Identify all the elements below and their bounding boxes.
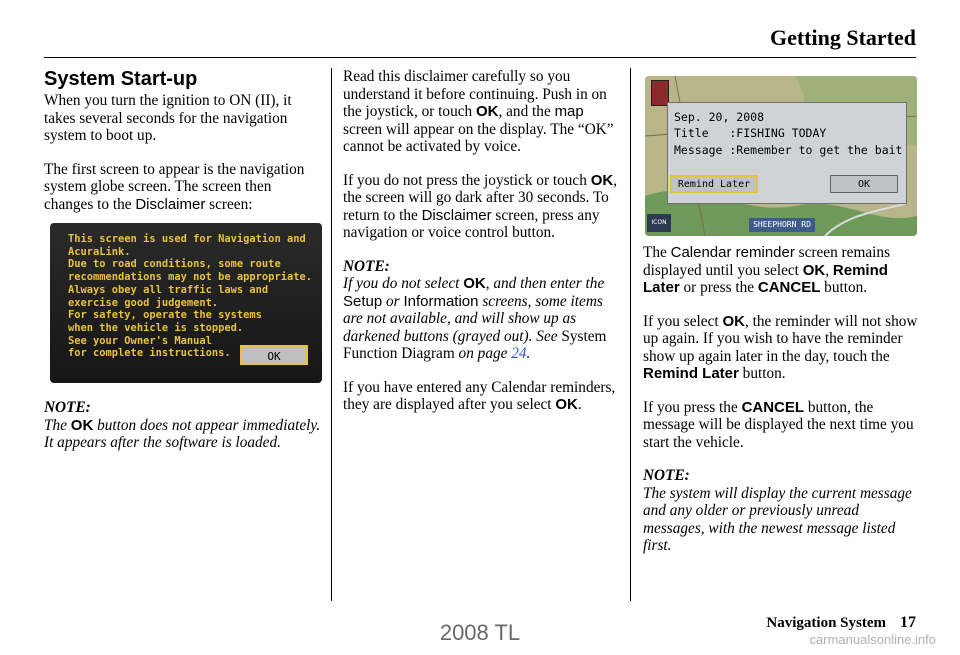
ui-term-ok: OK [802, 261, 826, 279]
remind-later-button: Remind Later [670, 175, 758, 193]
disclaimer-line: AcuraLink. [68, 245, 131, 258]
text: screen: [205, 195, 253, 213]
column-1 [44, 68, 324, 452]
paragraph [343, 379, 618, 414]
disclaimer-line: exercise good judgement. [68, 296, 219, 309]
footer-section: Navigation System [766, 615, 886, 631]
text: The [643, 244, 671, 261]
note-heading: NOTE: [643, 467, 690, 484]
text: If you have entered any Calendar reminders, they are displayed after you select [343, 378, 616, 413]
paragraph [343, 172, 618, 242]
text: . [577, 396, 582, 413]
paragraph [44, 161, 324, 214]
ui-term-ok: OK [722, 312, 745, 330]
text: button. [820, 279, 868, 296]
text: . [526, 345, 531, 362]
section-title: System Start-up [44, 68, 198, 90]
disclaimer-screen-image [50, 223, 322, 383]
text: screens, some items are not available, and will show up as darkened buttons (grayed out). See [343, 292, 603, 345]
disclaimer-line: recommendations may not be appropriate. [68, 271, 312, 284]
text: , and then enter the [485, 275, 605, 292]
page-header-title: Getting Started [769, 25, 916, 50]
ui-term-ok: OK [70, 416, 94, 434]
disclaimer-line: when the vehicle is stopped. [68, 321, 244, 334]
text: screen will appear on the display. The “OK” cannot be activated by voice. [343, 120, 614, 155]
paragraph [643, 399, 923, 452]
ui-term-cancel: CANCEL [757, 279, 821, 296]
text: , the screen will go dark after 30 seconds. To return to the [343, 171, 618, 224]
ui-term-map: map [554, 103, 584, 120]
ui-term-remind-later: Remind Later [643, 365, 739, 382]
note-text [44, 417, 324, 452]
text: , [825, 261, 833, 279]
column-divider-2 [630, 68, 631, 601]
map-icon-button: ICON [647, 214, 671, 232]
note-text [343, 275, 618, 363]
disclaimer-line: Due to road conditions, some route [68, 258, 281, 271]
text: , the reminder will not show up again. If you wish to have the reminder show up again later in the day, touch the [643, 312, 918, 365]
column-3 [643, 76, 923, 555]
ui-term-ok: OK [590, 171, 614, 189]
model-watermark: 2008 TL [439, 620, 521, 645]
note-text: The system will display the current message and any older or previously unread messages, with the newest message listed first. [643, 484, 912, 554]
site-watermark: carmanualsonline.info [809, 632, 936, 647]
text: Read this disclaimer carefully so you understand it before continuing. Push in on the joystick, or touch [343, 68, 607, 120]
disclaimer-line: for complete instructions. [68, 347, 231, 360]
ui-term-cancel: CANCEL [741, 398, 805, 416]
paragraph: When you turn the ignition to ON (II), it takes several seconds for the navigation system to boot up. [44, 92, 292, 144]
text: If you select [643, 312, 723, 330]
text: If you press the [643, 398, 742, 416]
note-heading: NOTE: [343, 257, 390, 275]
reminder-title: Title :FISHING TODAY [674, 126, 827, 140]
reminder-message: Message :Remember to get the bait [674, 143, 903, 157]
ui-term-calendar-reminder: Calendar reminder [670, 244, 795, 261]
note-heading: NOTE: [44, 399, 91, 416]
text: The first screen to appear is the navigation system globe screen. The screen then changes to the [44, 160, 305, 213]
ui-term-disclaimer: Disclaimer [421, 206, 492, 224]
reminder-date: Sep. 20, 2008 [674, 110, 765, 124]
text: or press the [679, 279, 758, 296]
cross-reference: System Function Diagram [343, 327, 607, 362]
text: or [382, 292, 404, 310]
paragraph [643, 244, 923, 297]
page-link[interactable]: 24 [511, 345, 527, 362]
calendar-reminder-popup [667, 102, 907, 204]
disclaimer-line: For safety, operate the systems [68, 309, 262, 322]
text: on page [454, 345, 512, 362]
ui-term-ok: OK [463, 275, 486, 292]
column-2 [343, 68, 618, 430]
column-divider-1 [331, 68, 332, 601]
disclaimer-text [68, 233, 312, 360]
disclaimer-ok-button: OK [240, 345, 308, 365]
ui-term-ok: OK [555, 396, 578, 413]
text: button. [738, 365, 786, 382]
paragraph [343, 68, 618, 156]
text: screen, press any navigation or voice control button. [343, 206, 600, 241]
text: If you do not press the joystick or touch [343, 171, 591, 189]
text: button, the message will be displayed the next time you start the vehicle. [643, 398, 914, 451]
ui-term-disclaimer: Disclaimer [135, 195, 206, 213]
disclaimer-line: This screen is used for Navigation and [68, 233, 306, 245]
text: The [44, 416, 71, 434]
street-name-label: SHEEPHORN RD [749, 218, 815, 232]
paragraph [643, 313, 923, 383]
text: screen remains displayed until you select [643, 244, 890, 279]
text: If you do not select [343, 275, 464, 292]
ui-term-remind-later: Remind Later [643, 261, 888, 296]
calendar-reminder-screen-image [645, 76, 917, 236]
ui-term-setup: Setup [343, 292, 383, 310]
ui-term-ok: OK [475, 103, 499, 120]
ui-term-information: Information [403, 292, 479, 310]
text: , and the [498, 103, 555, 120]
text: button does not appear immediately. It appears after the software is loaded. [44, 416, 321, 451]
disclaimer-line: See your Owner's Manual [68, 334, 212, 347]
page-number: 17 [900, 614, 916, 631]
header-rule [44, 57, 916, 58]
reminder-ok-button: OK [830, 175, 898, 193]
disclaimer-line: Always obey all traffic laws and [68, 283, 269, 296]
